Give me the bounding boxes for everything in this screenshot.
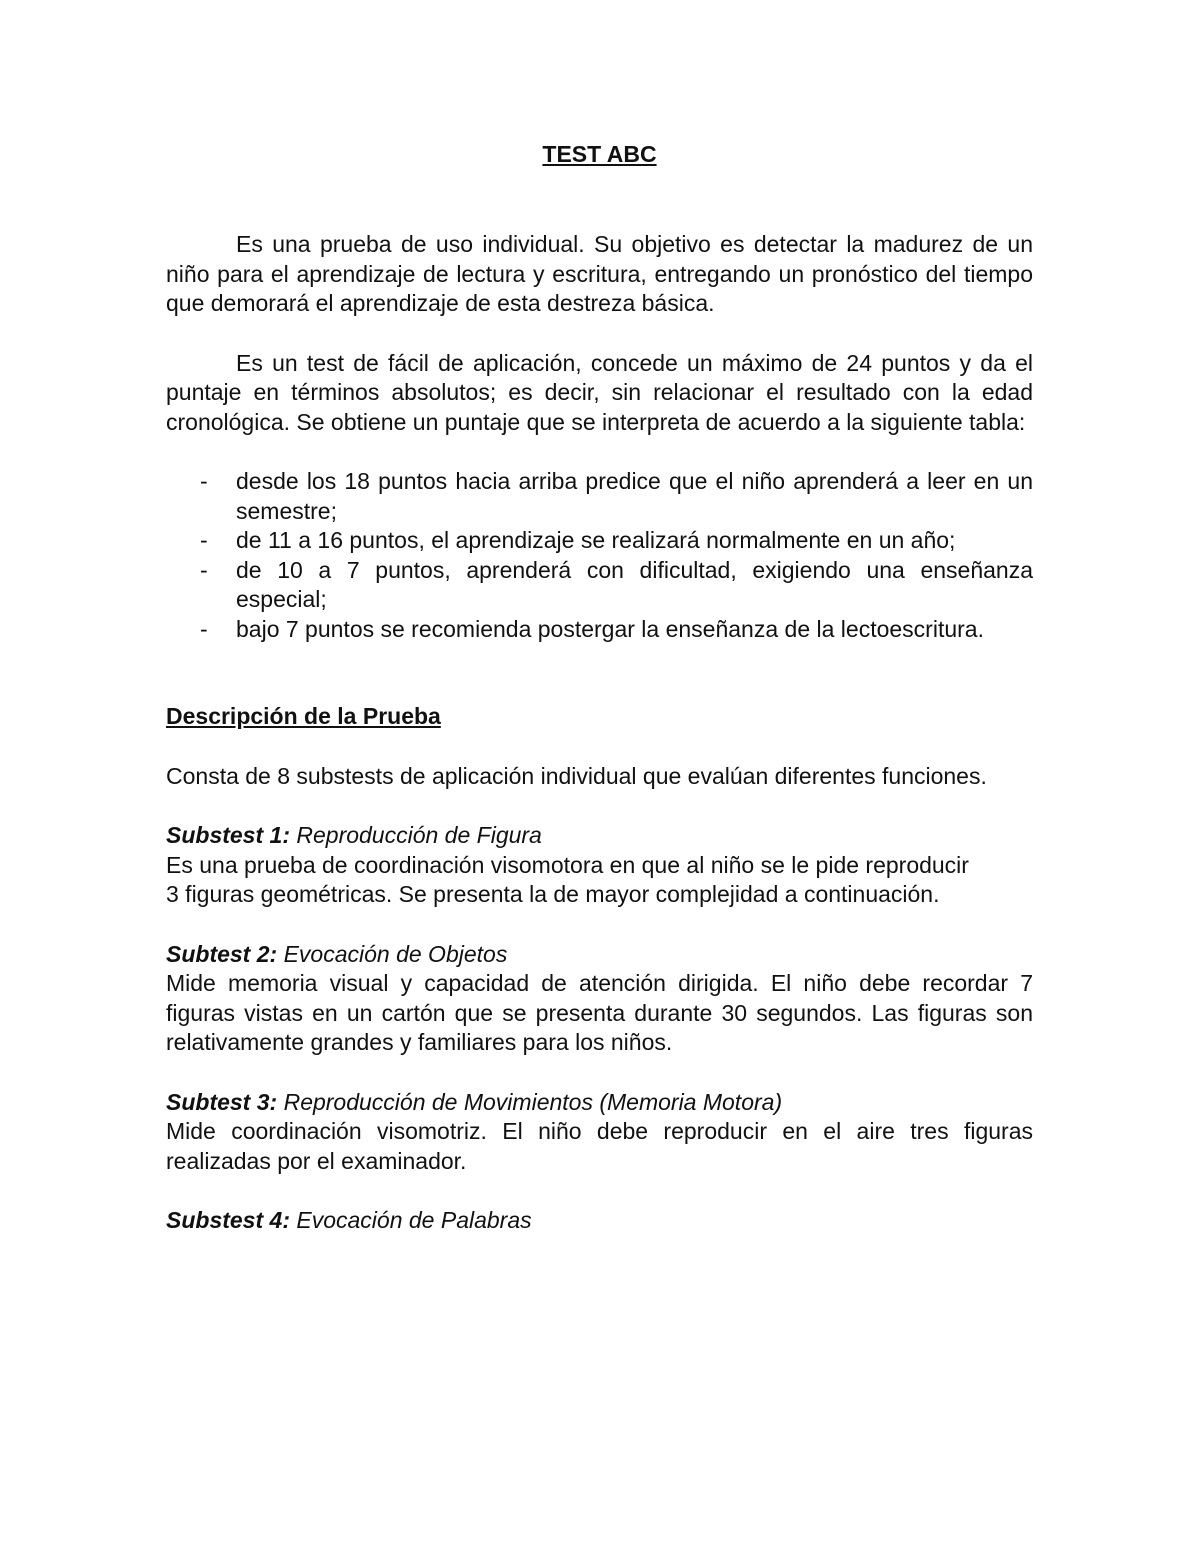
list-dash: - (200, 468, 208, 494)
subtest-1-heading (166, 821, 1033, 851)
list-item (166, 526, 1033, 556)
subtest-2-heading (166, 940, 1033, 970)
list-dash: - (200, 527, 208, 553)
subtest-2-text: Mide memoria visual y capacidad de atención dirigida. El niño debe recordar 7 figuras vistas en un cartón que se presenta durante 30 segundos. Las figuras son relativamente grandes y familiares para los niños. (166, 970, 1033, 1055)
document-title: TEST ABC (542, 141, 657, 167)
intro-paragraph-2: Es un test de fácil de aplicación, concede un máximo de 24 puntos y da el puntaje en términos absolutos; es decir, sin relacionar el resultado con la edad cronológica. Se obtiene un puntaje que se interpreta de acuerdo a la siguiente tabla: (166, 349, 1033, 435)
list-dash: - (200, 556, 208, 583)
subtest-4-label: Substest 4: (166, 1207, 290, 1233)
subtest-4-name: Evocación de Palabras (289, 1207, 532, 1233)
subtest-1-line-2: 3 figuras geométricas. Se presenta la de mayor complejidad a continuación. (166, 881, 940, 907)
subtest-3-name: Reproducción de Movimientos (Memoria Motora) (277, 1088, 783, 1115)
list-item-text: bajo 7 puntos se recomienda postergar la enseñanza de la lectoescritura. (236, 615, 984, 642)
section-heading-description: Descripción de la Prueba (166, 703, 441, 729)
description-paragraph: Consta de 8 substests de aplicación individual que evalúan diferentes funciones. (166, 762, 987, 789)
list-dash: - (200, 615, 208, 642)
intro-paragraph-1: Es una prueba de uso individual. Su objetivo es detectar la madurez de un niño para el aprendizaje de lectura y escritura, entregando un pronóstico del tiempo que demorará el aprendizaje de esta destreza básica. (166, 231, 1033, 316)
list-item (166, 467, 1033, 526)
document-page (166, 138, 1033, 1236)
subtest-2-name: Evocación de Objetos (277, 940, 508, 967)
subtest-1-line-1: Es una prueba de coordinación visomotora en que al niño se le pide reproducir (166, 851, 969, 878)
subtest-1-name: Reproducción de Figura (289, 822, 542, 848)
list-item-text: desde los 18 puntos hacia arriba predice que el niño aprenderá a leer en un semestre; (236, 468, 1033, 524)
list-item-text: de 10 a 7 puntos, aprenderá con dificultad, exigiendo una enseñanza especial; (236, 556, 1033, 612)
subtest-3-text: Mide coordinación visomotriz. El niño debe reproducir en el aire tres figuras realizadas por el examinador. (166, 1118, 1033, 1174)
subtest-3-label: Subtest 3: (166, 1088, 278, 1115)
list-item (166, 615, 1033, 645)
subtest-1-label: Substest 1: (166, 822, 290, 848)
list-item-text: de 11 a 16 puntos, el aprendizaje se realizará normalmente en un año; (236, 527, 956, 553)
score-interpretation-list (166, 467, 1033, 644)
subtest-4-heading (166, 1206, 1033, 1236)
subtest-2-label: Subtest 2: (166, 940, 278, 967)
list-item (166, 556, 1033, 615)
subtest-3-heading (166, 1088, 1033, 1118)
